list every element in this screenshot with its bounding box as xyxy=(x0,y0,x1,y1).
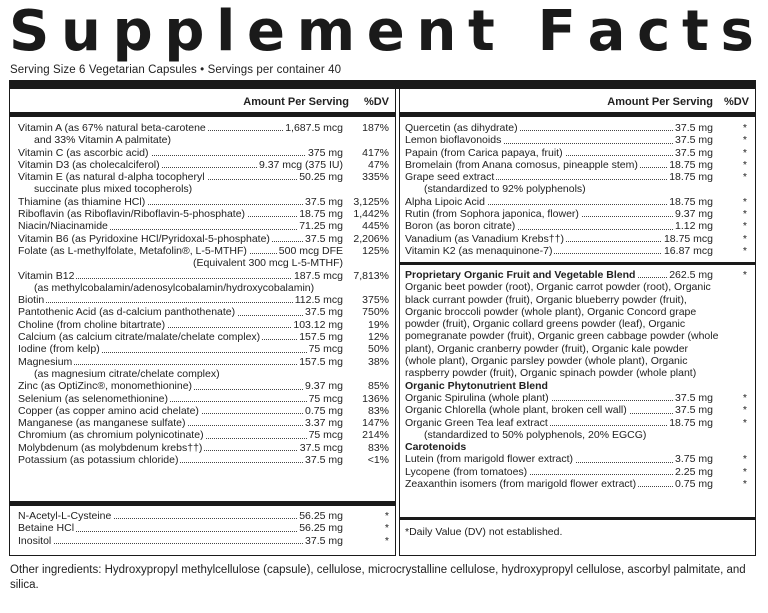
nutrient-amount: 112.5 mcg xyxy=(294,294,343,307)
nutrient-dv: * xyxy=(742,146,747,159)
nutrient-name: Betaine HCl xyxy=(18,522,75,535)
nutrient-row xyxy=(10,294,395,306)
nutrient-row xyxy=(10,159,395,171)
nutrient-dv: * xyxy=(384,522,389,535)
title-letter: t xyxy=(681,0,709,64)
nutrient-dv: 375% xyxy=(362,294,389,307)
title-letter: t xyxy=(468,0,495,64)
nutrient-amount: 3.37 mg xyxy=(305,417,343,430)
nutrient-row xyxy=(10,122,395,134)
nutrient-dv: * xyxy=(742,244,747,257)
nutrient-row xyxy=(10,331,395,343)
nutrient-dv: * xyxy=(742,416,747,429)
nutrient-row xyxy=(400,478,755,490)
left-nutrient-list xyxy=(10,122,395,466)
nutrient-dv: 187% xyxy=(362,122,389,134)
blend-title-row xyxy=(400,269,755,281)
nutrient-row xyxy=(400,404,755,416)
blend-line: black currant powder (fruit), Organic blueberry powder (fruit), xyxy=(405,293,687,306)
nutrient-row xyxy=(400,466,755,478)
blend-title: Proprietary Organic Fruit and Vegetable Blend xyxy=(405,269,636,281)
title-letter: p xyxy=(112,0,153,64)
right-nutrient-list xyxy=(400,122,755,257)
nutrient-name: Calcium (as calcium citrate/malate/chelate complex) xyxy=(18,331,261,344)
title-letter: c xyxy=(637,0,671,64)
nutrient-dv: * xyxy=(742,453,747,466)
serving-info: Serving Size 6 Vegetarian Capsules • Servings per container 40 xyxy=(10,64,342,76)
other-ingredients: Other ingredients: Hydroxypropyl methylcellulose (capsule), cellulose, microcrystalline cellulose, hydroxypropyl cellulose, ascorbyl palmitate, and silica. xyxy=(10,564,746,591)
blend-line: Organic beet powder (root), Organic carrot powder (root), Organic xyxy=(405,281,711,294)
title-letter: S xyxy=(9,0,50,64)
nutrient-row xyxy=(400,233,755,245)
nutrient-name: Zeaxanthin isomers (from marigold flower extract) xyxy=(405,478,637,491)
nutrient-row xyxy=(10,319,395,331)
nutrient-name: Bromelain (from Anana comosus, pineapple stem) xyxy=(405,158,638,171)
phyto-list xyxy=(400,392,755,441)
nutrient-row xyxy=(400,220,755,232)
carotenoids-list xyxy=(400,453,755,490)
nutrient-row xyxy=(10,510,395,522)
title-letter: l xyxy=(216,0,236,64)
nutrient-row xyxy=(10,356,395,368)
nutrient-name: Organic Spirulina (whole plant) xyxy=(405,391,549,404)
nutrient-dv: 85% xyxy=(367,380,389,393)
nutrient-amount: 157.5 mg xyxy=(299,355,343,368)
nutrient-amount: 50.25 mg xyxy=(299,171,343,184)
nutrient-dv: * xyxy=(742,134,747,147)
nutrient-amount: 37.5 mg xyxy=(305,534,343,547)
nutrient-row xyxy=(10,442,395,454)
carotenoids-title: Carotenoids xyxy=(405,441,467,454)
left-header xyxy=(10,94,395,117)
nutrient-row xyxy=(400,147,755,159)
title-letter: n xyxy=(416,0,457,64)
nutrient-dv: * xyxy=(742,404,747,417)
title-letter: e xyxy=(247,0,286,64)
title-letter: s xyxy=(720,0,754,64)
nutrient-name: Magnesium xyxy=(18,355,73,368)
nutrient-row xyxy=(400,392,755,404)
amount-header: Amount Per Serving xyxy=(607,96,713,108)
nutrient-dv: 214% xyxy=(362,429,389,442)
nutrient-amount: 75 mcg xyxy=(308,343,343,356)
blend-section xyxy=(400,269,755,490)
nutrient-dv: * xyxy=(742,195,747,208)
nutrient-row xyxy=(10,171,395,183)
nutrient-amount: 75 mcg xyxy=(308,429,343,442)
nutrient-dv: 750% xyxy=(362,306,389,319)
nutrient-amount: 37.5 mg xyxy=(675,391,713,404)
nutrient-name: Vitamin K2 (as menaquinone-7) xyxy=(405,244,553,257)
nutrient-amount: 2.25 mg xyxy=(675,465,713,478)
right-section-divider xyxy=(400,262,755,265)
nutrient-amount: 18.75 mg xyxy=(669,171,713,184)
nutrient-name: Vitamin D3 (as cholecalciferol) xyxy=(18,158,160,171)
nutrient-dv: 7,813% xyxy=(353,269,389,282)
nutrient-dv: * xyxy=(742,122,747,134)
blend-line: powder (fruit), Organic collard greens powder (leaf), Organic xyxy=(405,318,686,331)
sub-line: and 33% Vitamin A palmitate) xyxy=(34,134,171,147)
nutrient-amount: 71.25 mg xyxy=(299,220,343,233)
nutrient-amount: 37.5 mg xyxy=(675,146,713,159)
blend-line: (whole plant), Organic parsley powder (whole plant), Organic xyxy=(405,355,688,368)
nutrient-dv: 2,206% xyxy=(353,232,389,245)
nutrient-amount: 103.12 mg xyxy=(293,318,343,331)
nutrient-dv: * xyxy=(742,465,747,478)
title-letter: u xyxy=(61,0,101,64)
title-letter: a xyxy=(587,0,626,64)
nutrient-amount: 18.75 mg xyxy=(669,416,713,429)
nutrient-dv: <1% xyxy=(367,454,389,467)
nutrient-name: Zinc (as OptiZinc®, monomethionine) xyxy=(18,380,193,393)
equivalent-line: (Equivalent 300 mcg L-5-MTHF) xyxy=(193,257,343,270)
nutrient-name: Manganese (as manganese sulfate) xyxy=(18,417,186,430)
nutrient-name: Lycopene (from tomatoes) xyxy=(405,465,528,478)
nutrient-amount: 37.5 mg xyxy=(675,134,713,147)
nutrient-name: Pantothenic Acid (as d-calcium panthothenate) xyxy=(18,306,236,319)
title-letter xyxy=(506,6,526,58)
nutrient-amount: 18.75 mcg xyxy=(663,232,713,245)
nutrient-amount: 37.5 mcg xyxy=(299,441,343,454)
nutrient-amount: 75 mcg xyxy=(308,392,343,405)
nutrient-amount: 1,687.5 mcg xyxy=(285,122,343,134)
nutrient-name: Vitamin C (as ascorbic acid) xyxy=(18,146,149,159)
title-letter: p xyxy=(164,0,205,64)
nutrient-row xyxy=(10,454,395,466)
supplement-facts-title xyxy=(9,0,754,64)
nutrient-name: Organic Green Tea leaf extract xyxy=(405,416,548,429)
nutrient-amount: 0.75 mg xyxy=(305,404,343,417)
nutrient-name: Organic Chlorella (whole plant, broken cell wall) xyxy=(405,404,627,417)
nutrient-name: Vitamin A (as 67% natural beta-carotene xyxy=(18,122,206,134)
nutrient-amount: 9.37 mg xyxy=(305,380,343,393)
nutrient-name: Rutin (from Sophora japonica, flower) xyxy=(405,208,579,221)
nutrient-amount: 37.5 mg xyxy=(675,404,713,417)
nutrient-dv: 83% xyxy=(367,441,389,454)
nutrient-amount: 157.5 mg xyxy=(299,331,343,344)
nutrient-row xyxy=(10,393,395,405)
right-panel xyxy=(399,89,756,556)
left-section-divider xyxy=(10,501,395,506)
nutrient-amount: 18.75 mg xyxy=(669,195,713,208)
nutrient-name: Folate (as L-methylfolate, Metafolin®, L-5-MTHF) xyxy=(18,244,247,257)
nutrient-amount: 37.5 mg xyxy=(305,232,343,245)
title-letter: m xyxy=(296,0,356,64)
nutrient-name: Riboflavin (as Riboflavin/Riboflavin-5-phosphate) xyxy=(18,208,246,221)
nutrient-row xyxy=(10,233,395,245)
nutrient-row xyxy=(400,453,755,465)
nutrient-name: Potassium (as potassium chloride) xyxy=(18,454,179,467)
nutrient-dv: 12% xyxy=(367,331,389,344)
left-other-list xyxy=(10,510,395,547)
nutrient-name: Selenium (as selenomethionine) xyxy=(18,392,168,405)
nutrient-dv: 38% xyxy=(367,355,389,368)
sub-line: (standardized to 50% polyphenols, 20% EGCG) xyxy=(424,428,647,441)
nutrient-row xyxy=(10,306,395,318)
nutrient-amount: 37.5 mg xyxy=(305,454,343,467)
nutrient-name: Alpha Lipoic Acid xyxy=(405,195,485,208)
nutrient-amount: 1.12 mg xyxy=(675,220,713,233)
sub-line: (as magnesium citrate/chelate complex) xyxy=(34,367,220,380)
nutrient-row xyxy=(400,245,755,257)
nutrient-amount: 37.5 mg xyxy=(305,306,343,319)
nutrient-amount: 18.75 mg xyxy=(299,208,343,221)
nutrient-amount: 0.75 mg xyxy=(675,478,713,491)
title-letter: e xyxy=(366,0,405,64)
nutrient-dv: 335% xyxy=(362,171,389,184)
nutrient-row xyxy=(10,417,395,429)
title-letter: F xyxy=(537,0,576,64)
nutrient-name: Boron (as boron citrate) xyxy=(405,220,516,233)
nutrient-row xyxy=(10,196,395,208)
nutrient-amount: 500 mcg DFE xyxy=(278,244,343,257)
nutrient-dv: * xyxy=(742,208,747,221)
blend-dv: * xyxy=(742,269,747,281)
nutrient-name: Lutein (from marigold flower extract) xyxy=(405,453,574,466)
nutrient-row xyxy=(10,380,395,392)
blend-line: raspberry powder (fruit), Organic spinach powder (whole plant) xyxy=(405,367,697,380)
nutrient-dv: 83% xyxy=(367,404,389,417)
nutrient-name: Grape seed extract xyxy=(405,171,495,184)
nutrient-name: Vanadium (as Vanadium Krebs††) xyxy=(405,232,564,245)
amount-header: Amount Per Serving xyxy=(243,96,349,108)
nutrient-amount: 56.25 mg xyxy=(299,510,343,522)
nutrient-dv: 19% xyxy=(367,318,389,331)
top-rule xyxy=(9,80,756,89)
right-header xyxy=(400,94,755,117)
nutrient-name: Lemon bioflavonoids xyxy=(405,134,502,147)
nutrient-row xyxy=(400,159,755,171)
nutrient-amount: 18.75 mg xyxy=(669,158,713,171)
nutrient-name: Chromium (as chromium polynicotinate) xyxy=(18,429,204,442)
nutrient-row xyxy=(10,147,395,159)
nutrient-row xyxy=(10,405,395,417)
nutrient-name: N-Acetyl-L-Cysteine xyxy=(18,510,112,522)
nutrient-name: Copper (as copper amino acid chelate) xyxy=(18,404,199,417)
nutrient-dv: 125% xyxy=(362,244,389,257)
blend-line: plant), Organic cranberry powder (fruit), Organic kale powder xyxy=(405,342,689,355)
nutrient-dv: 47% xyxy=(367,158,389,171)
nutrient-row xyxy=(400,122,755,134)
nutrient-name: Iodine (from kelp) xyxy=(18,343,100,356)
nutrient-amount: 37.5 mg xyxy=(305,195,343,208)
sub-line: succinate plus mixed tocopherols) xyxy=(34,183,193,196)
blend-amount: 262.5 mg xyxy=(669,269,713,281)
nutrient-row xyxy=(10,245,395,257)
nutrient-dv: * xyxy=(384,510,389,522)
nutrient-dv: * xyxy=(742,478,747,491)
nutrient-dv: 147% xyxy=(362,417,389,430)
nutrient-dv: 3,125% xyxy=(353,195,389,208)
nutrient-amount: 56.25 mg xyxy=(299,522,343,535)
nutrient-dv: * xyxy=(742,220,747,233)
nutrient-amount: 16.87 mcg xyxy=(663,244,713,257)
nutrient-row xyxy=(10,270,395,282)
nutrient-amount: 9.37 mg xyxy=(675,208,713,221)
nutrient-row xyxy=(10,220,395,232)
nutrient-row xyxy=(10,522,395,534)
blend-line: Organic broccoli powder (whole plant), Organic Concord grape xyxy=(405,305,697,318)
nutrient-row xyxy=(400,134,755,146)
dv-footnote: *Daily Value (DV) not established. xyxy=(405,526,563,538)
nutrient-name: Papain (from Carica papaya, fruit) xyxy=(405,146,563,159)
nutrient-dv: 1,442% xyxy=(353,208,389,221)
nutrient-name: Thiamine (as thiamine HCl) xyxy=(18,195,146,208)
nutrient-row xyxy=(10,208,395,220)
nutrient-dv: * xyxy=(742,391,747,404)
nutrient-amount: 37.5 mg xyxy=(675,122,713,134)
nutrient-row xyxy=(400,208,755,220)
nutrient-amount: 9.37 mcg (375 IU) xyxy=(258,158,343,171)
nutrient-row xyxy=(400,417,755,429)
nutrient-dv: * xyxy=(384,534,389,547)
blend-ingredients xyxy=(400,281,755,379)
nutrient-row xyxy=(10,343,395,355)
nutrient-dv: 50% xyxy=(367,343,389,356)
nutrient-name: Biotin xyxy=(18,294,45,307)
note-divider xyxy=(400,517,755,520)
nutrient-amount: 375 mg xyxy=(307,146,343,159)
nutrient-row xyxy=(400,171,755,183)
nutrient-name: Vitamin B6 (as Pyridoxine HCl/Pyridoxal-5-phosphate) xyxy=(18,232,270,245)
nutrient-name: Choline (from choline bitartrate) xyxy=(18,318,166,331)
nutrient-dv: 417% xyxy=(362,146,389,159)
nutrient-dv: * xyxy=(742,171,747,184)
nutrient-row xyxy=(10,429,395,441)
nutrient-amount: 3.75 mg xyxy=(675,453,713,466)
blend-line: pomegranate powder (fruit), Organic green cabbage powder (whole xyxy=(405,330,719,343)
nutrient-amount: 187.5 mcg xyxy=(293,269,343,282)
sub-line: (as methylcobalamin/adenosylcobalamin/hydroxycobalamin) xyxy=(34,281,315,294)
dv-header: %DV xyxy=(723,96,749,108)
left-panel xyxy=(9,89,396,556)
nutrient-dv: * xyxy=(742,232,747,245)
nutrient-dv: 445% xyxy=(362,220,389,233)
nutrient-name: Niacin/Niacinamide xyxy=(18,220,108,233)
nutrient-row xyxy=(10,535,395,547)
nutrient-name: Vitamin B12 xyxy=(18,269,75,282)
nutrient-name: Quercetin (as dihydrate) xyxy=(405,122,518,134)
nutrient-name: Vitamin E (as natural d-alpha tocopheryl xyxy=(18,171,205,184)
sub-line: (standardized to 92% polyphenols) xyxy=(424,183,586,196)
nutrient-dv: * xyxy=(742,158,747,171)
nutrient-name: Molybdenum (as molybdenum krebs††) xyxy=(18,441,203,454)
phyto-title: Organic Phytonutrient Blend xyxy=(405,379,548,392)
dv-header: %DV xyxy=(363,96,389,108)
nutrient-name: Inositol xyxy=(18,534,52,547)
nutrient-row xyxy=(400,196,755,208)
nutrient-dv: 136% xyxy=(362,392,389,405)
